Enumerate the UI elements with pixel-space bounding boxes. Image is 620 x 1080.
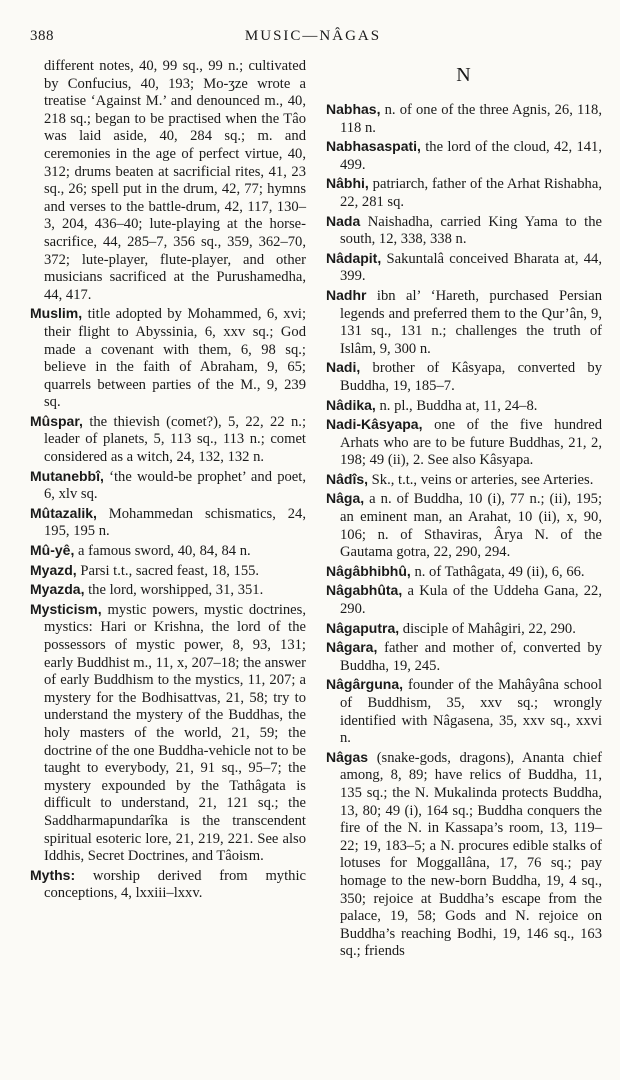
entry-text: the lord, worshipped, 31, 351. <box>88 582 264 599</box>
entry-headword: Mû-yê, <box>30 542 75 559</box>
entry-headword: Nâgas <box>326 748 369 765</box>
index-entry <box>30 305 306 412</box>
index-entry <box>30 562 306 581</box>
entry-text: ibn al’ ‘Hareth, purchased Persian legends and preferred them to the Qur’ân, 9, 131 sq., 131 n.; challenges the truth of Islâm, 9, 300 n. <box>340 287 602 357</box>
index-entry <box>326 620 602 639</box>
entry-headword: Nâbhi, <box>326 175 369 192</box>
entry-headword: Nabhasaspati, <box>326 138 421 155</box>
index-entry <box>326 676 602 747</box>
entry-headword: Mutanebbî, <box>30 467 104 484</box>
entry-text: Sk., t.t., veins or arteries, see Arteries. <box>371 471 594 488</box>
index-entry <box>326 582 602 618</box>
entry-text: patriarch, father of the Arhat Rishabha, 22, 281 sq. <box>340 176 602 210</box>
entry-headword: Nâgâbhibhû, <box>326 562 411 579</box>
index-entry <box>326 563 602 582</box>
entry-headword: Myths: <box>30 866 76 883</box>
entry-headword: Nadi-Kâsyapa, <box>326 416 423 433</box>
entry-text: a Kula of the Uddeha Gana, 22, 290. <box>340 583 602 618</box>
entry-headword: Nâdapit, <box>326 249 382 266</box>
entry-headword: Nadhr <box>326 286 367 303</box>
entry-text: Parsi t.t., sacred feast, 18, 155. <box>80 562 260 579</box>
entry-headword: Nada <box>326 212 361 229</box>
entry-text: a famous sword, 40, 84, 84 n. <box>78 543 251 560</box>
entry-text: the lord of the cloud, 42, 141, 499. <box>340 139 602 173</box>
entry-text: ‘the would-be prophet’ and poet, 6, xlv sq. <box>44 468 306 503</box>
index-entry <box>326 749 602 961</box>
entry-headword: Nâdika, <box>326 396 376 413</box>
index-entry <box>326 287 602 358</box>
index-entry <box>326 250 602 286</box>
entry-text: father and mother of, converted by Buddha, 19, 245. <box>340 640 602 674</box>
entry-headword: Muslim, <box>30 305 83 322</box>
entry-headword: Nâgara, <box>326 639 378 656</box>
index-entry <box>30 505 306 541</box>
entry-text: brother of Kâsyapa, converted by Buddha, 19, 185–7. <box>340 360 602 394</box>
entry-headword: Mûtazalik, <box>30 504 97 521</box>
entry-text: the thievish (comet?), 5, 22, 22 n.; leader of planets, 5, 113 sq., 113 n.; comet considered as a witch, 24, 132, 132 n. <box>44 413 307 466</box>
running-title: MUSIC—NÂGAS <box>244 28 382 44</box>
entry-text: title adopted by Mohammed, 6, xvi; their flight to Abyssinia, 6, xxv sq.; God made a covenant with them, 6, 98 sq.; believe in the faith of Abraham, 9, 65; quarrels between parties of the M., 9, 239 sq. <box>44 306 306 411</box>
index-entry <box>30 413 306 467</box>
entry-text: Naishadha, carried King Yama to the south, 12, 338, 338 n. <box>340 213 602 248</box>
index-entry <box>30 542 306 561</box>
section-letter: N <box>456 64 472 86</box>
entry-text: Mohammedan schismatics, 24, 195, 195 n. <box>44 505 306 540</box>
index-entry <box>326 359 602 395</box>
entry-headword: Myazd, <box>30 561 77 578</box>
entry-text: a n. of Buddha, 10 (i), 77 n.; (ii), 195; an eminent man, an Arahat, 10 (ii), x, 90, 106; n. of Sthaviras, Ârya N. of the Gautama gotra, 22, 290, 294. <box>340 491 602 561</box>
index-entry <box>326 138 602 174</box>
entry-headword: Nâgaputra, <box>326 619 400 636</box>
entry-text: n. of Tathâgata, 49 (ii), 6, 66. <box>414 563 585 580</box>
left-column <box>30 58 306 962</box>
index-entry <box>30 601 306 866</box>
entry-text: (snake-gods, dragons), Ananta chief among, 8, 89; have relics of Buddha, 11, 135 sq.; the N. Mukalinda protects Buddha, 13, 80; 49 (i), 164 sq.; Buddha conquers the fire of the N. in Kassapa’s room, 13, 119–22; 19, 183–5; a N. procures edible stalks of lotuses for Moggallâna, 17, 76 sq.; pay homage to the new-born Buddha, 19, 4 sq., 350; rejoice at Buddha’s escape from the palace, 19, 58; Gods and N. rejoice on Buddha’s reaching Bodhi, 19, 146 sq., 163 sq.; friends <box>340 749 603 960</box>
right-column <box>326 58 602 962</box>
entry-text: Sakuntalâ conceived Bharata at, 44, 399. <box>340 250 602 285</box>
index-entry <box>326 639 602 675</box>
entry-headword: Nâgârguna, <box>326 676 404 693</box>
entry-headword: Nabhas, <box>326 101 381 117</box>
index-entry <box>30 468 306 504</box>
index-entry <box>326 397 602 416</box>
entry-text: founder of the Mahâyâna school of Buddhism, 35, xxv sq.; wrongly identified with Nâgasena, 35, xxv sq., xxvi n. <box>340 677 602 747</box>
entry-headword: Nâdîs, <box>326 470 369 487</box>
entry-headword: Nadi, <box>326 359 361 376</box>
running-head <box>24 24 602 58</box>
entry-headword: Nâga, <box>326 490 365 507</box>
index-entry <box>326 490 602 561</box>
entry-text: mystic powers, mystic doctrines, mystics: Hari or Krishna, the lord of the possessors of mystic power, 8, 93, 131; early Buddhist m., 11, x, 207–18; the answer of early Buddhism to the mystics, 11, 207; a mystery for the Bodhisattvas, 21, 58; try to understand the mystery of the Buddhas, the holy masters of the world, 21, 59; the doctrine of the one Buddha-vehicle not to be taught to everybody, 21, 91 sq., 95–7; the mystery expounded by the Tathâgata is difficult to understand, 21, 121 sq.; the Saddharmapundarîka is the transcendent spiritual esoteric lore, 21, 219, 221. See also Iddhis, Secret Doctrines, and Tâoism. <box>44 601 306 865</box>
entry-headword: Myazda, <box>30 581 85 598</box>
index-entry <box>326 471 602 490</box>
entry-text: n. pl., Buddha at, 11, 24–8. <box>379 397 538 414</box>
index-entry <box>326 213 602 249</box>
index-entry <box>326 416 602 470</box>
index-entry <box>30 581 306 600</box>
index-entry <box>30 867 306 903</box>
page-number: 388 <box>30 28 54 44</box>
index-entry <box>326 101 602 137</box>
entry-text: worship derived from mythic conceptions, 4, lxxiii–lxxv. <box>44 867 306 902</box>
index-entry <box>326 175 602 211</box>
entry-headword: Mysticism, <box>30 600 102 617</box>
entry-text: one of the five hundred Arhats who are to be future Buddhas, 21, 2, 198; 49 (ii), 2. See also Kâsyapa. <box>340 417 602 469</box>
entry-headword: Nâgabhûta, <box>326 582 403 599</box>
entry-headword: Mûspar, <box>30 412 83 429</box>
entry-text: n. of one of the three Agnis, 26, 118, 118 n. <box>340 102 602 136</box>
continuation-entry: different notes, 40, 99 sq., 99 n.; cultivated by Confucius, 40, 193; Mo-ʒze wrote a treatise ‘Against M.’ and denounced m., 40, 218 sq.; began to be practised when the Tâo was laid aside, 40, 284 sq.; m. and ceremonies in the age of perfect virtue, 40, 312; drums beaten at sacrificial rites, 41, 23 sq., 26; spell put in the drum, 42, 77; hymns and verses to the battle-drum, 42, 117, 130–3, 204, 436–40; lute-playing at the horse-sacrifice, 44, 285–7, 356 sq., 359, 362–70, 372; lute-player, flute-player, and other musicians sacrificed at the Purushamedha, 44, 417. <box>44 58 306 303</box>
index-columns <box>24 58 602 962</box>
entry-text: disciple of Mahâgiri, 22, 290. <box>402 620 576 637</box>
